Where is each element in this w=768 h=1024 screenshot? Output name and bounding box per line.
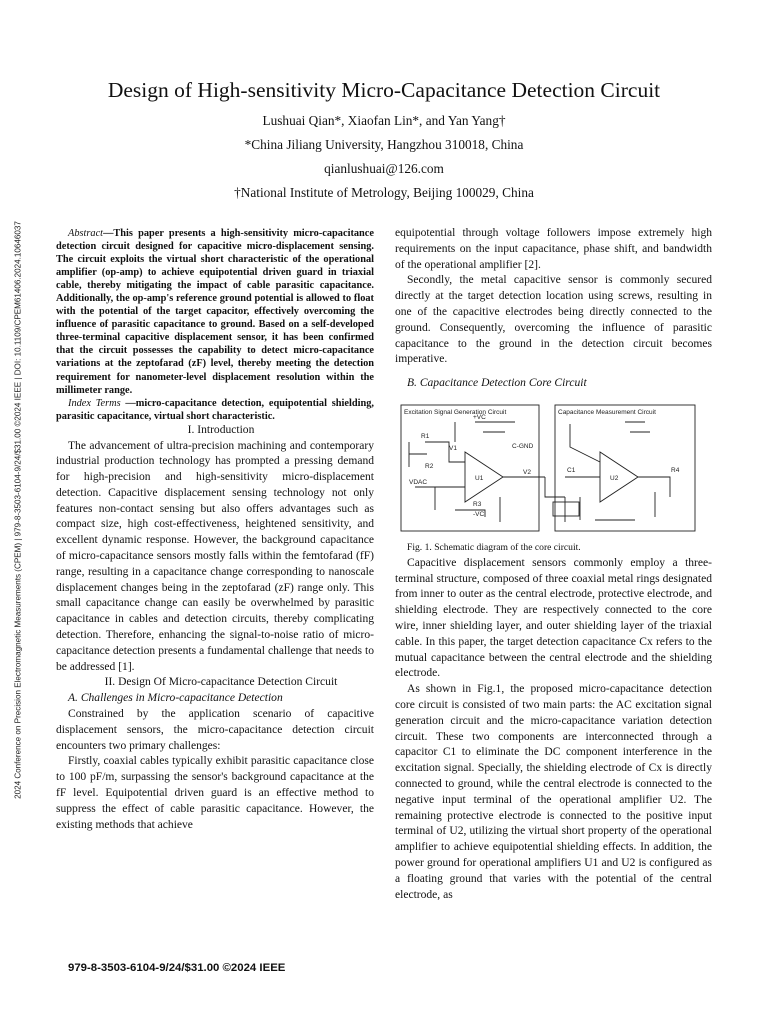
subsection-b-heading: B. Capacitance Detection Core Circuit	[407, 377, 587, 390]
fig-left-title: Excitation Signal Generation Circuit	[404, 408, 507, 416]
fig-label-r3: R3	[473, 500, 482, 508]
fig-label-r4: R4	[671, 466, 680, 474]
section-a-paragraph-1: Constrained by the application scenario of capacitive displacement sensors, the micro-capacitance detection circuit encounters two primary challenges:	[56, 708, 374, 752]
left-column	[56, 227, 374, 833]
figure-caption: Fig. 1. Schematic diagram of the core circuit.	[407, 541, 581, 553]
affiliation-2: †National Institute of Metrology, Beijing 100029, China	[234, 185, 534, 200]
sensor-electrodes	[553, 502, 579, 516]
fig-label-u1: U1	[475, 474, 484, 482]
fig-right-title: Capacitance Measurement Circuit	[558, 408, 656, 416]
index-terms-text: —micro-capacitance detection, equipotential shielding, parasitic capacitance, virtual short characteristic.	[56, 397, 374, 422]
figure-1	[395, 402, 705, 540]
fig-label-r1: R1	[421, 432, 430, 440]
page-footer: 979-8-3503-6104-9/24/$31.00 ©2024 IEEE	[68, 962, 286, 974]
schematic-diagram	[395, 402, 705, 540]
op-amp-u2-symbol	[600, 452, 638, 502]
subsection-a-heading: A. Challenges in Micro-capacitance Detection	[68, 692, 283, 705]
affiliation-1: *China Jiliang University, Hangzhou 310018, China	[244, 137, 524, 152]
design-heading: II. Design Of Micro-capacitance Detection Circuit	[104, 676, 338, 689]
fig-label-vc-plus: +VC	[473, 413, 486, 421]
paper-title: Design of High-sensitivity Micro-Capacitance Detection Circuit	[107, 78, 661, 102]
conference-sidebar	[10, 175, 26, 845]
section-a-continued: equipotential through voltage followers impose extremely high requirements on the input capacitance, phase shift, and bandwidth of the operational amplifier [2].	[395, 227, 712, 271]
section-b-paragraph-2: As shown in Fig.1, the proposed micro-capacitance detection core circuit is consisted of two main parts: the AC excitation signal generation circuit and the micro-capacitance variation detection circuit. These two components are interconnected through a capacitor C1 to eliminate the DC component interference in the excitation signal. Specially, the shielding electrode of Cx is directly connected to ground, while the central electrode is connected to the negative input terminal of the operational amplifier U2. The remaining protective electrode is connected to the positive input terminal of U2, utilizing the virtual short property of the operational amplifier to achieve equipotential shielding effects. In addition, the power ground for operational amplifiers U1 and U2 is configured as a floating ground that varies with the potential of the central electrode, as	[395, 683, 712, 901]
op-amp-u1-symbol	[465, 452, 503, 502]
intro-paragraph: The advancement of ultra-precision machining and contemporary industrial production technology has prompted a pressing demand for high-precision and high-sensitivity micro-displacement detection. Capacitive displacement sensing technology not only features non-contact sensing but also offers advantages such as compact size, high cost-effectiveness, heightened sensitivity, and excellent dynamic response. However, the background capacitance of micro-capacitance sensors mostly falls within the femtofarad (fF) range, resulting in a capacitance change corresponding to nanoscale displacement changes being in the zeptofarad (zF) range only. This small capacitance change can easily be overwhelmed by parasitic capacitance in cables and detection circuits, thereby complicating detection. Therefore, enhancing the signal-to-noise ratio of micro-capacitance detection presents a fundamental challenge that needs to be addressed [1].	[56, 439, 374, 673]
author-names: Lushuai Qian*, Xiaofan Lin*, and Yan Yang†	[262, 113, 506, 128]
fig-label-u2: U2	[610, 474, 619, 482]
intro-heading: I. Introduction	[187, 423, 255, 436]
abstract-label: Abstract	[68, 228, 104, 239]
author-email: qianlushuai@126.com	[324, 161, 444, 176]
excitation-block-frame	[401, 405, 539, 531]
section-a-paragraph-2: Firstly, coaxial cables typically exhibit parasitic capacitance close to 100 pF/m, surpassing the sensor's background capacitance at the fF level. Equipotential driven guard is an effective method to suppress the effect of cable parasitic capacitance. However, the existing methods that achieve	[56, 755, 374, 831]
fig-label-v2: V2	[523, 468, 531, 476]
index-terms	[56, 397, 374, 423]
fig-label-v1: V1	[449, 444, 457, 452]
abstract-text: —This paper presents a high-sensitivity micro-capacitance detection circuit designed for capacitive micro-displacement sensing. The circuit exploits the virtual short characteristic of the operational amplifier (op-amp) to achieve equipotential driven guard in triaxial cable, thereby mitigating the impact of cable parasitic capacitance. Additionally, the op-amp's reference ground potential is allowed to float with the potential of the target capacitor, effectively overcoming the influence of parasitic capacitance to ground. Based on a self-developed three-terminal capacitive displacement sensor, it has been confirmed that the circuit possesses the capability to detect micro-capacitance variations at the zeptofarad (zF) level, thereby meeting the detection requirement for nanometer-level displacement resolution within the millimeter range.	[56, 228, 374, 396]
right-column	[395, 226, 712, 903]
fig-label-cgnd: C-GND	[512, 442, 534, 450]
fig-label-c1: C1	[567, 466, 576, 474]
section-a-paragraph-3: Secondly, the metal capacitive sensor is commonly secured directly at the target detection location using screws, resulting in one of the capacitive electrodes being directly connected to the ground. Consequently, overcoming the influence of parasitic capacitance to the ground in the detection circuit becomes imperative.	[395, 274, 712, 366]
fig-label-vdac: VDAC	[409, 478, 428, 486]
sidebar-text: 2024 Conference on Precision Electromagnetic Measurements (CPEM) | 979-8-3503-6104-9/24/$31.00 ©2024 IEEE | DOI: 10.1109/CPEM61406.2024.10646037	[13, 221, 23, 799]
section-b-paragraph-1: Capacitive displacement sensors commonly employ a three-terminal structure, composed of three coaxial metal rings designated from inner to outer as the central electrode, protective electrode, and shielding electrode. They are respectively connected to the core wire, inner shielding layer, and outer shielding layer of the triaxial cable. In this paper, the target detection capacitance Cx refers to the mutual capacitance between the central electrode and the shielding electrode.	[395, 556, 712, 680]
fig-label-vc-minus: -VC	[473, 510, 485, 518]
abstract	[56, 227, 374, 397]
index-terms-label: Index Terms	[68, 397, 121, 409]
fig-label-r2: R2	[425, 462, 434, 470]
